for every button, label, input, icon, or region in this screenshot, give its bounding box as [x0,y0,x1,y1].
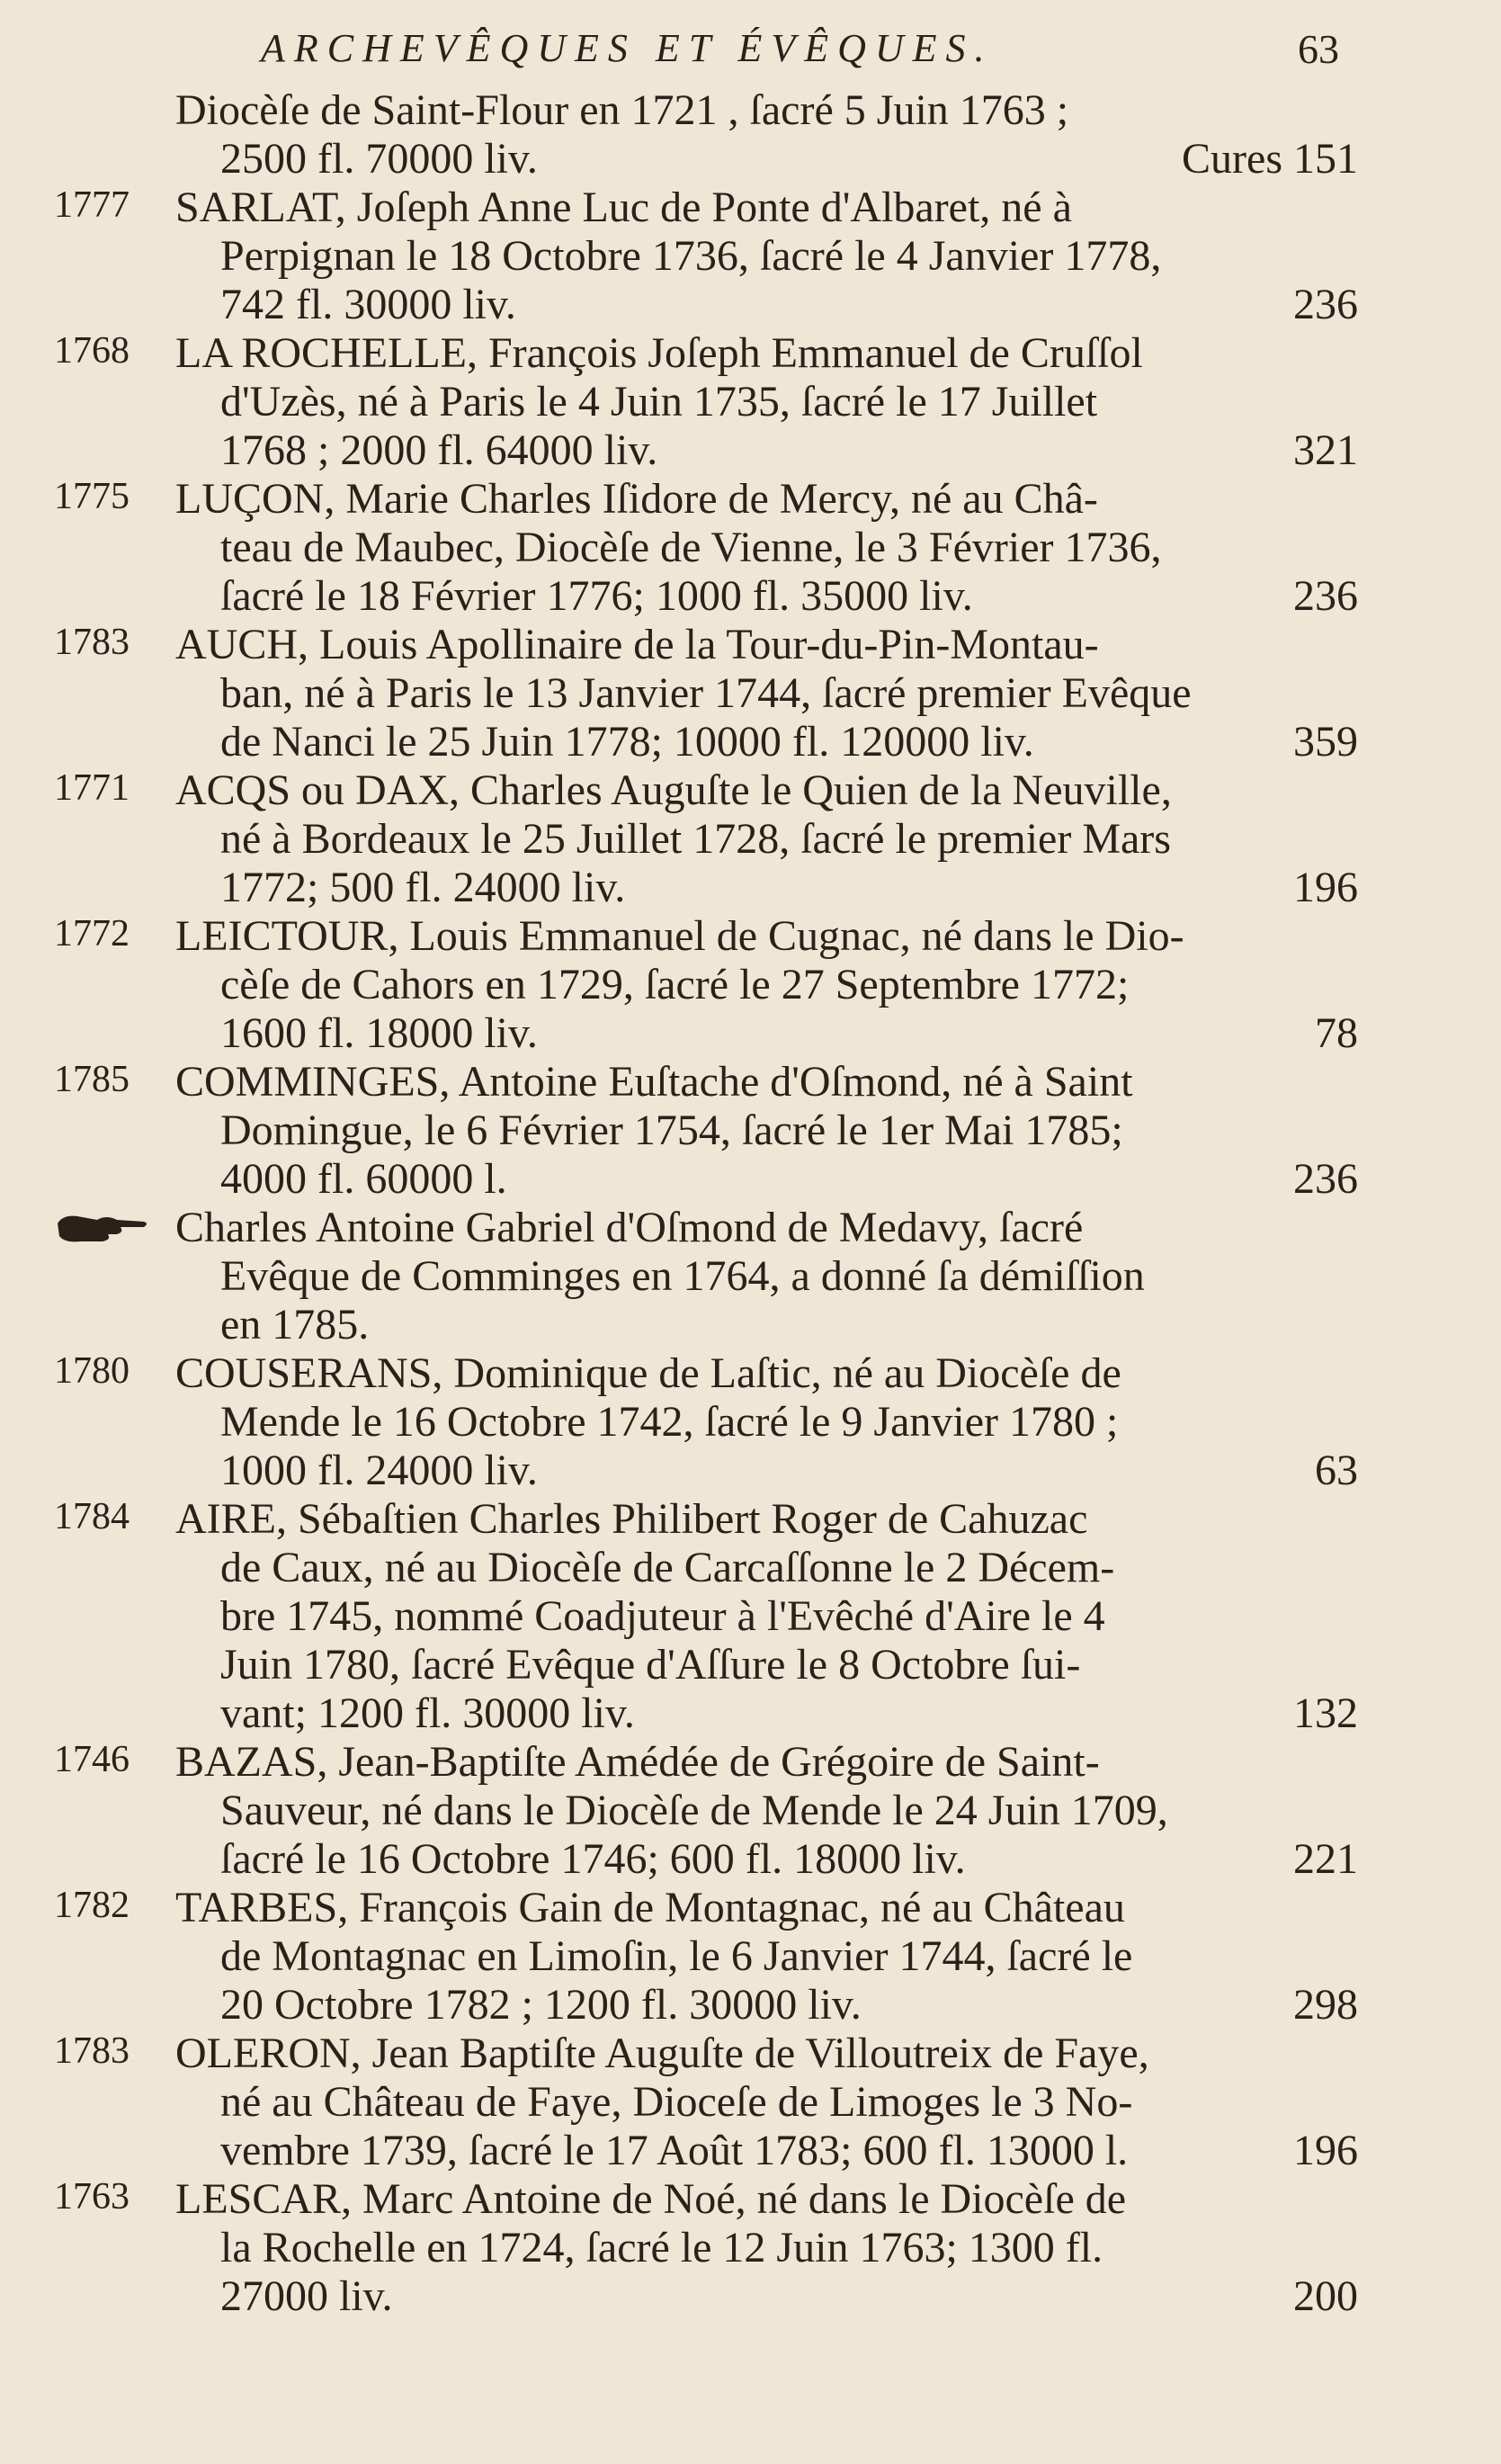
entry-first-line [175,1495,1367,1544]
entry-continuation-line [175,1932,1367,1981]
entry-line-text: LESCAR, Marc Antoine de Noé, né dans le Diocèſe de [175,2175,1127,2223]
entry-continuation-line [175,718,1367,766]
entry-continuation-line [175,1544,1367,1592]
entry-line-text: Juin 1780, ſacré Evêque d'Aſſure le 8 Octobre ſui- [220,1641,1081,1689]
entry-line-text: 4000 fl. 60000 l. [220,1155,507,1203]
page-number: 63 [1298,26,1339,72]
bishop-entry [0,766,1501,912]
entry-line-text: TARBES, François Gain de Montagnac, né au Château [175,1884,1125,1931]
entry-line-text: bre 1745, nommé Coadjuteur à l'Evêché d'Aire le 4 [220,1592,1105,1640]
entry-line-text: COUSERANS, Dominique de Laſtic, né au Diocèſe de [175,1349,1121,1397]
entry-continuation-line [175,2224,1367,2272]
entry-reference-number: 359 [1293,718,1358,766]
entry-line-text: ſacré le 18 Février 1776; 1000 fl. 35000 liv. [220,572,973,620]
entry-continuation-line [175,1787,1367,1835]
entry-line-text: teau de Maubec, Diocèſe de Vienne, le 3 Février 1736, [220,524,1162,571]
entry-continuation-line [175,524,1367,572]
entry-line-text: de Caux, né au Diocèſe de Carcaſſonne le 2 Décem- [220,1544,1115,1591]
bishop-entries-list [0,86,1501,2321]
entry-line-text: LEICTOUR, Louis Emmanuel de Cugnac, né dans le Dio- [175,912,1184,960]
bishop-entry [0,621,1501,766]
entry-line-text: 1768 ; 2000 fl. 64000 liv. [220,426,658,474]
entry-year: 1777 [54,184,130,226]
entry-line-text: 1000 fl. 24000 liv. [220,1447,538,1494]
entry-line-text: Evêque de Comminges en 1764, a donné ſa démiſſion [220,1252,1145,1300]
entry-continuation-line [175,1447,1367,1495]
bishop-entry [0,475,1501,621]
entry-reference-number: 298 [1293,1981,1358,2029]
entry-continuation-line [175,2078,1367,2127]
entry-line-text: COMMINGES, Antoine Euſtache d'Oſmond, né à Saint [175,1058,1133,1106]
entry-year: 1771 [54,767,130,809]
entry-line-text: de Nanci le 25 Juin 1778; 10000 fl. 120000 liv. [220,718,1034,766]
entry-line-text: vant; 1200 fl. 30000 liv. [220,1689,635,1737]
entry-continuation-line [175,815,1367,864]
entry-continuation-line [175,2127,1367,2175]
entry-first-line [175,1058,1367,1107]
entry-line-text: de Montagnac en Limoſin, le 6 Janvier 1744, ſacré le [220,1932,1133,1980]
entry-reference-number: 132 [1293,1689,1358,1737]
entry-reference-number: Cures 151 [1182,135,1358,183]
entry-reference-number: 236 [1293,572,1358,620]
bishop-entry [0,1884,1501,2029]
entry-continuation-line [175,281,1367,329]
entry-first-line [175,329,1367,378]
entry-line-text: ſacré le 16 Octobre 1746; 600 fl. 18000 liv. [220,1835,966,1883]
entry-year: 1768 [54,330,130,372]
bishop-entry [0,912,1501,1058]
entry-year: 1783 [54,622,130,663]
entry-first-line [175,1204,1367,1252]
entry-first-line [175,621,1367,669]
entry-line-text: LUÇON, Marie Charles Iſidore de Mercy, né au Châ- [175,475,1098,523]
bishop-entry [0,1738,1501,1884]
entry-first-line [175,1738,1367,1787]
bishop-entry [0,329,1501,475]
entry-first-line [175,86,1367,135]
entry-line-text: cèſe de Cahors en 1729, ſacré le 27 Septembre 1772; [220,961,1130,1008]
entry-continuation-line [175,1592,1367,1641]
entry-reference-number: 236 [1293,281,1358,328]
pointing-hand-icon [54,1207,153,1249]
entry-line-text: Perpignan le 18 Octobre 1736, ſacré le 4 Janvier 1778, [220,232,1162,280]
running-title: ARCHEVÊQUES ET ÉVÊQUES. [261,26,994,70]
entry-continuation-line [175,1835,1367,1884]
entry-reference-number: 196 [1293,2127,1358,2174]
entry-continuation-line [175,232,1367,281]
bishop-entry [0,2029,1501,2175]
entry-line-text: ACQS ou DAX, Charles Auguſte le Quien de la Neuville, [175,766,1172,814]
entry-reference-number: 221 [1293,1835,1358,1883]
entry-reference-number: 200 [1293,2272,1358,2320]
entry-year: 1785 [54,1059,130,1100]
entry-first-line [175,2029,1367,2078]
entry-year: 1782 [54,1885,130,1926]
entry-line-text: 742 fl. 30000 liv. [220,281,516,328]
entry-continuation-line [175,669,1367,718]
entry-line-text: AIRE, Sébaſtien Charles Philibert Roger de Cahuzac [175,1495,1088,1543]
entry-line-text: BAZAS, Jean-Baptiſte Amédée de Grégoire de Saint- [175,1738,1100,1786]
entry-continuation-line [175,1107,1367,1155]
entry-continuation-line [175,426,1367,475]
bishop-entry [0,1495,1501,1738]
bishop-entry [0,1204,1501,1349]
entry-continuation-line [175,1252,1367,1301]
entry-reference-number: 78 [1315,1009,1358,1057]
entry-continuation-line [175,1301,1367,1349]
bishop-entry [0,1349,1501,1495]
entry-continuation-line [175,378,1367,426]
entry-line-text: Sauveur, né dans le Diocèſe de Mende le 24 Juin 1709, [220,1787,1168,1834]
entry-first-line [175,766,1367,815]
entry-reference-number: 321 [1293,426,1358,474]
entry-reference-number: 63 [1315,1447,1358,1494]
entry-line-text: 2500 fl. 70000 liv. [220,135,538,183]
entry-first-line [175,2175,1367,2224]
entry-line-text: la Rochelle en 1724, ſacré le 12 Juin 1763; 1300 fl. [220,2224,1103,2271]
entry-line-text: LA ROCHELLE, François Joſeph Emmanuel de Cruſſol [175,329,1143,377]
entry-line-text: ban, né à Paris le 13 Janvier 1744, ſacré premier Evêque [220,669,1192,717]
entry-year: 1780 [54,1350,130,1392]
bishop-entry [0,2175,1501,2321]
entry-line-text: 20 Octobre 1782 ; 1200 fl. 30000 liv. [220,1981,862,2029]
entry-line-text: en 1785. [220,1301,370,1348]
entry-reference-number: 236 [1293,1155,1358,1203]
entry-line-text: 1600 fl. 18000 liv. [220,1009,538,1057]
entry-continuation-line [175,135,1367,184]
entry-continuation-line [175,1155,1367,1204]
entry-line-text: 1772; 500 fl. 24000 liv. [220,864,626,911]
entry-year: 1775 [54,476,130,517]
entry-continuation-line [175,2272,1367,2321]
entry-line-text: Mende le 16 Octobre 1742, ſacré le 9 Janvier 1780 ; [220,1398,1119,1446]
entry-line-text: OLERON, Jean Baptiſte Auguſte de Villoutreix de Faye, [175,2029,1149,2077]
entry-continuation-line [175,1689,1367,1738]
entry-first-line [175,475,1367,524]
entry-continuation-line [175,864,1367,912]
entry-line-text: Domingue, le 6 Février 1754, ſacré le 1er Mai 1785; [220,1107,1123,1154]
entry-line-text: Diocèſe de Saint-Flour en 1721 , ſacré 5 Juin 1763 ; [175,86,1069,134]
entry-continuation-line [175,1009,1367,1058]
entry-line-text: né à Bordeaux le 25 Juillet 1728, ſacré le premier Mars [220,815,1171,863]
entry-continuation-line [175,1641,1367,1689]
entry-line-text: Charles Antoine Gabriel d'Oſmond de Medavy, ſacré [175,1204,1084,1251]
entry-first-line [175,1349,1367,1398]
entry-line-text: 27000 liv. [220,2272,393,2320]
entry-line-text: vembre 1739, ſacré le 17 Août 1783; 600 fl. 13000 l. [220,2127,1129,2174]
entry-year: 1763 [54,2176,130,2218]
entry-line-text: né au Château de Faye, Dioceſe de Limoges le 3 No- [220,2078,1133,2126]
entry-year: 1746 [54,1739,130,1780]
entry-year: 1784 [54,1496,130,1537]
entry-line-text: d'Uzès, né à Paris le 4 Juin 1735, ſacré le 17 Juillet [220,378,1098,426]
entry-reference-number: 196 [1293,864,1358,911]
entry-year: 1772 [54,913,130,954]
bishop-entry [0,1058,1501,1204]
page-header [261,25,1339,79]
entry-continuation-line [175,572,1367,621]
entry-continuation-line [175,1398,1367,1447]
entry-year: 1783 [54,2030,130,2072]
bishop-entry [0,184,1501,329]
entry-first-line [175,912,1367,961]
entry-line-text: AUCH, Louis Apollinaire de la Tour-du-Pin-Montau- [175,621,1099,668]
entry-first-line [175,1884,1367,1932]
entry-line-text: SARLAT, Joſeph Anne Luc de Ponte d'Albaret, né à [175,184,1072,231]
entry-continuation-line [175,961,1367,1009]
entry-continuation-line [175,1981,1367,2029]
entry-first-line [175,184,1367,232]
bishop-entry [0,86,1501,184]
